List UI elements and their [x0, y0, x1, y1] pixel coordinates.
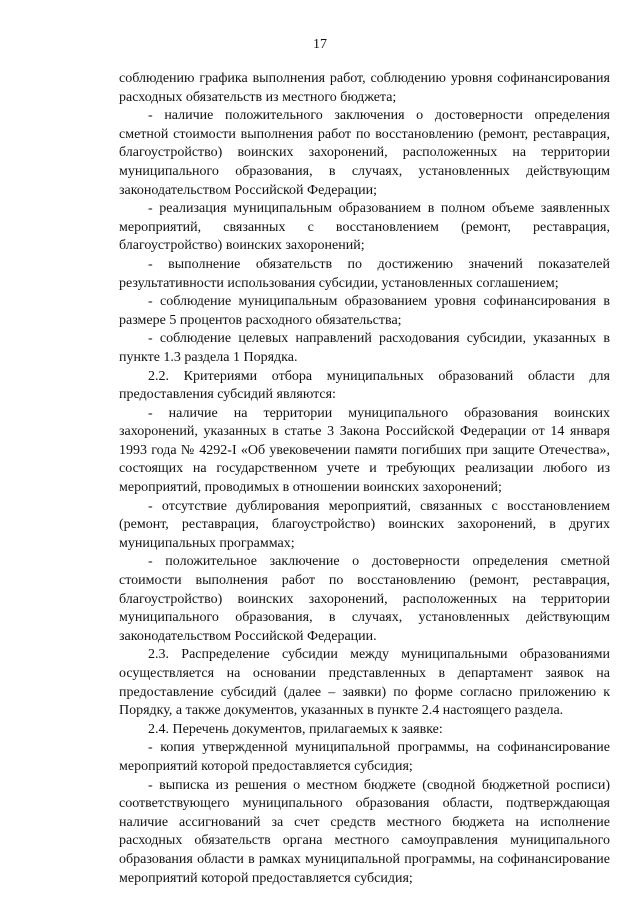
paragraph: - выполнение обязательств по достижению значений показателей результативности использования субсидии, установленных соглашением;: [119, 256, 610, 291]
paragraph: - положительное заключение о достоверности определения сметной стоимости выполнения работ по восстановлению (ремонт, реставрация, благоустройство) воинских захоронений, расположенных на территории муниципального образования, в случаях, установленных действующим законодательством Российской Федерации.: [119, 554, 610, 644]
paragraph: 2.2. Критериями отбора муниципальных образований области для предоставления субсидий являются:: [119, 368, 610, 403]
paragraph: соблюдению графика выполнения работ, соблюдению уровня софинансирования расходных обязательств из местного бюджета;: [119, 71, 610, 105]
paragraph: 2.4. Перечень документов, прилагаемых к заявке:: [148, 721, 443, 737]
page-number: 17: [313, 37, 327, 52]
body-text: [119, 70, 610, 888]
paragraph: - реализация муниципальным образованием в полном объеме заявленных мероприятий, связанных с восстановлением (ремонт, реставрация, благоустройство) воинских захоронений;: [119, 201, 610, 254]
paragraph: - соблюдение целевых направлений расходования субсидии, указанных в пункте 1.3 раздела 1 Порядка.: [119, 331, 610, 365]
paragraph: - выписка из решения о местном бюджете (сводной бюджетной росписи) соответствующего муниципального образования области, подтверждающая наличие ассигнований за счет средств местного бюджета на исполнение расходных обязательств органа местного самоуправления муниципального образования области в рамках муниципальной программы, на софинансирование мероприятий которой предоставляется субсидия;: [119, 777, 610, 886]
paragraph: - соблюдение муниципальным образованием уровня софинансирования в размере 5 процентов расходного обязательства;: [119, 294, 610, 328]
paragraph: - копия утвержденной муниципальной программы, на софинансирование мероприятий которой предоставляется субсидия;: [119, 740, 610, 774]
paragraph: 2.3. Распределение субсидии между муниципальными образованиями осуществляется на основании представленных в департамент заявок на предоставление субсидий (далее – заявки) по форме согласно приложению к Порядку, а также документов, указанных в пункте 2.4 настоящего раздела.: [119, 647, 610, 719]
paragraph: - отсутствие дублирования мероприятий, связанных с восстановлением (ремонт, реставрация, благоустройство) воинских захоронений, в других муниципальных программах;: [119, 498, 610, 551]
paragraph: - наличие положительного заключения о достоверности определения сметной стоимости выполнения работ по восстановлению (ремонт, реставрация, благоустройство) воинских захоронений, расположенных на территории муниципального образования, в случаях, установленных действующим законодательством Российской Федерации;: [119, 108, 610, 198]
paragraph: - наличие на территории муниципального образования воинских захоронений, указанных в статье 3 Закона Российской Федерации от 14 января 1993 года № 4292-I «Об увековечении памяти погибших при защите Отечества», состоящих на государственном учете и требующих реализации любого из мероприятий, проводимых в отношении воинских захоронений;: [119, 405, 610, 496]
